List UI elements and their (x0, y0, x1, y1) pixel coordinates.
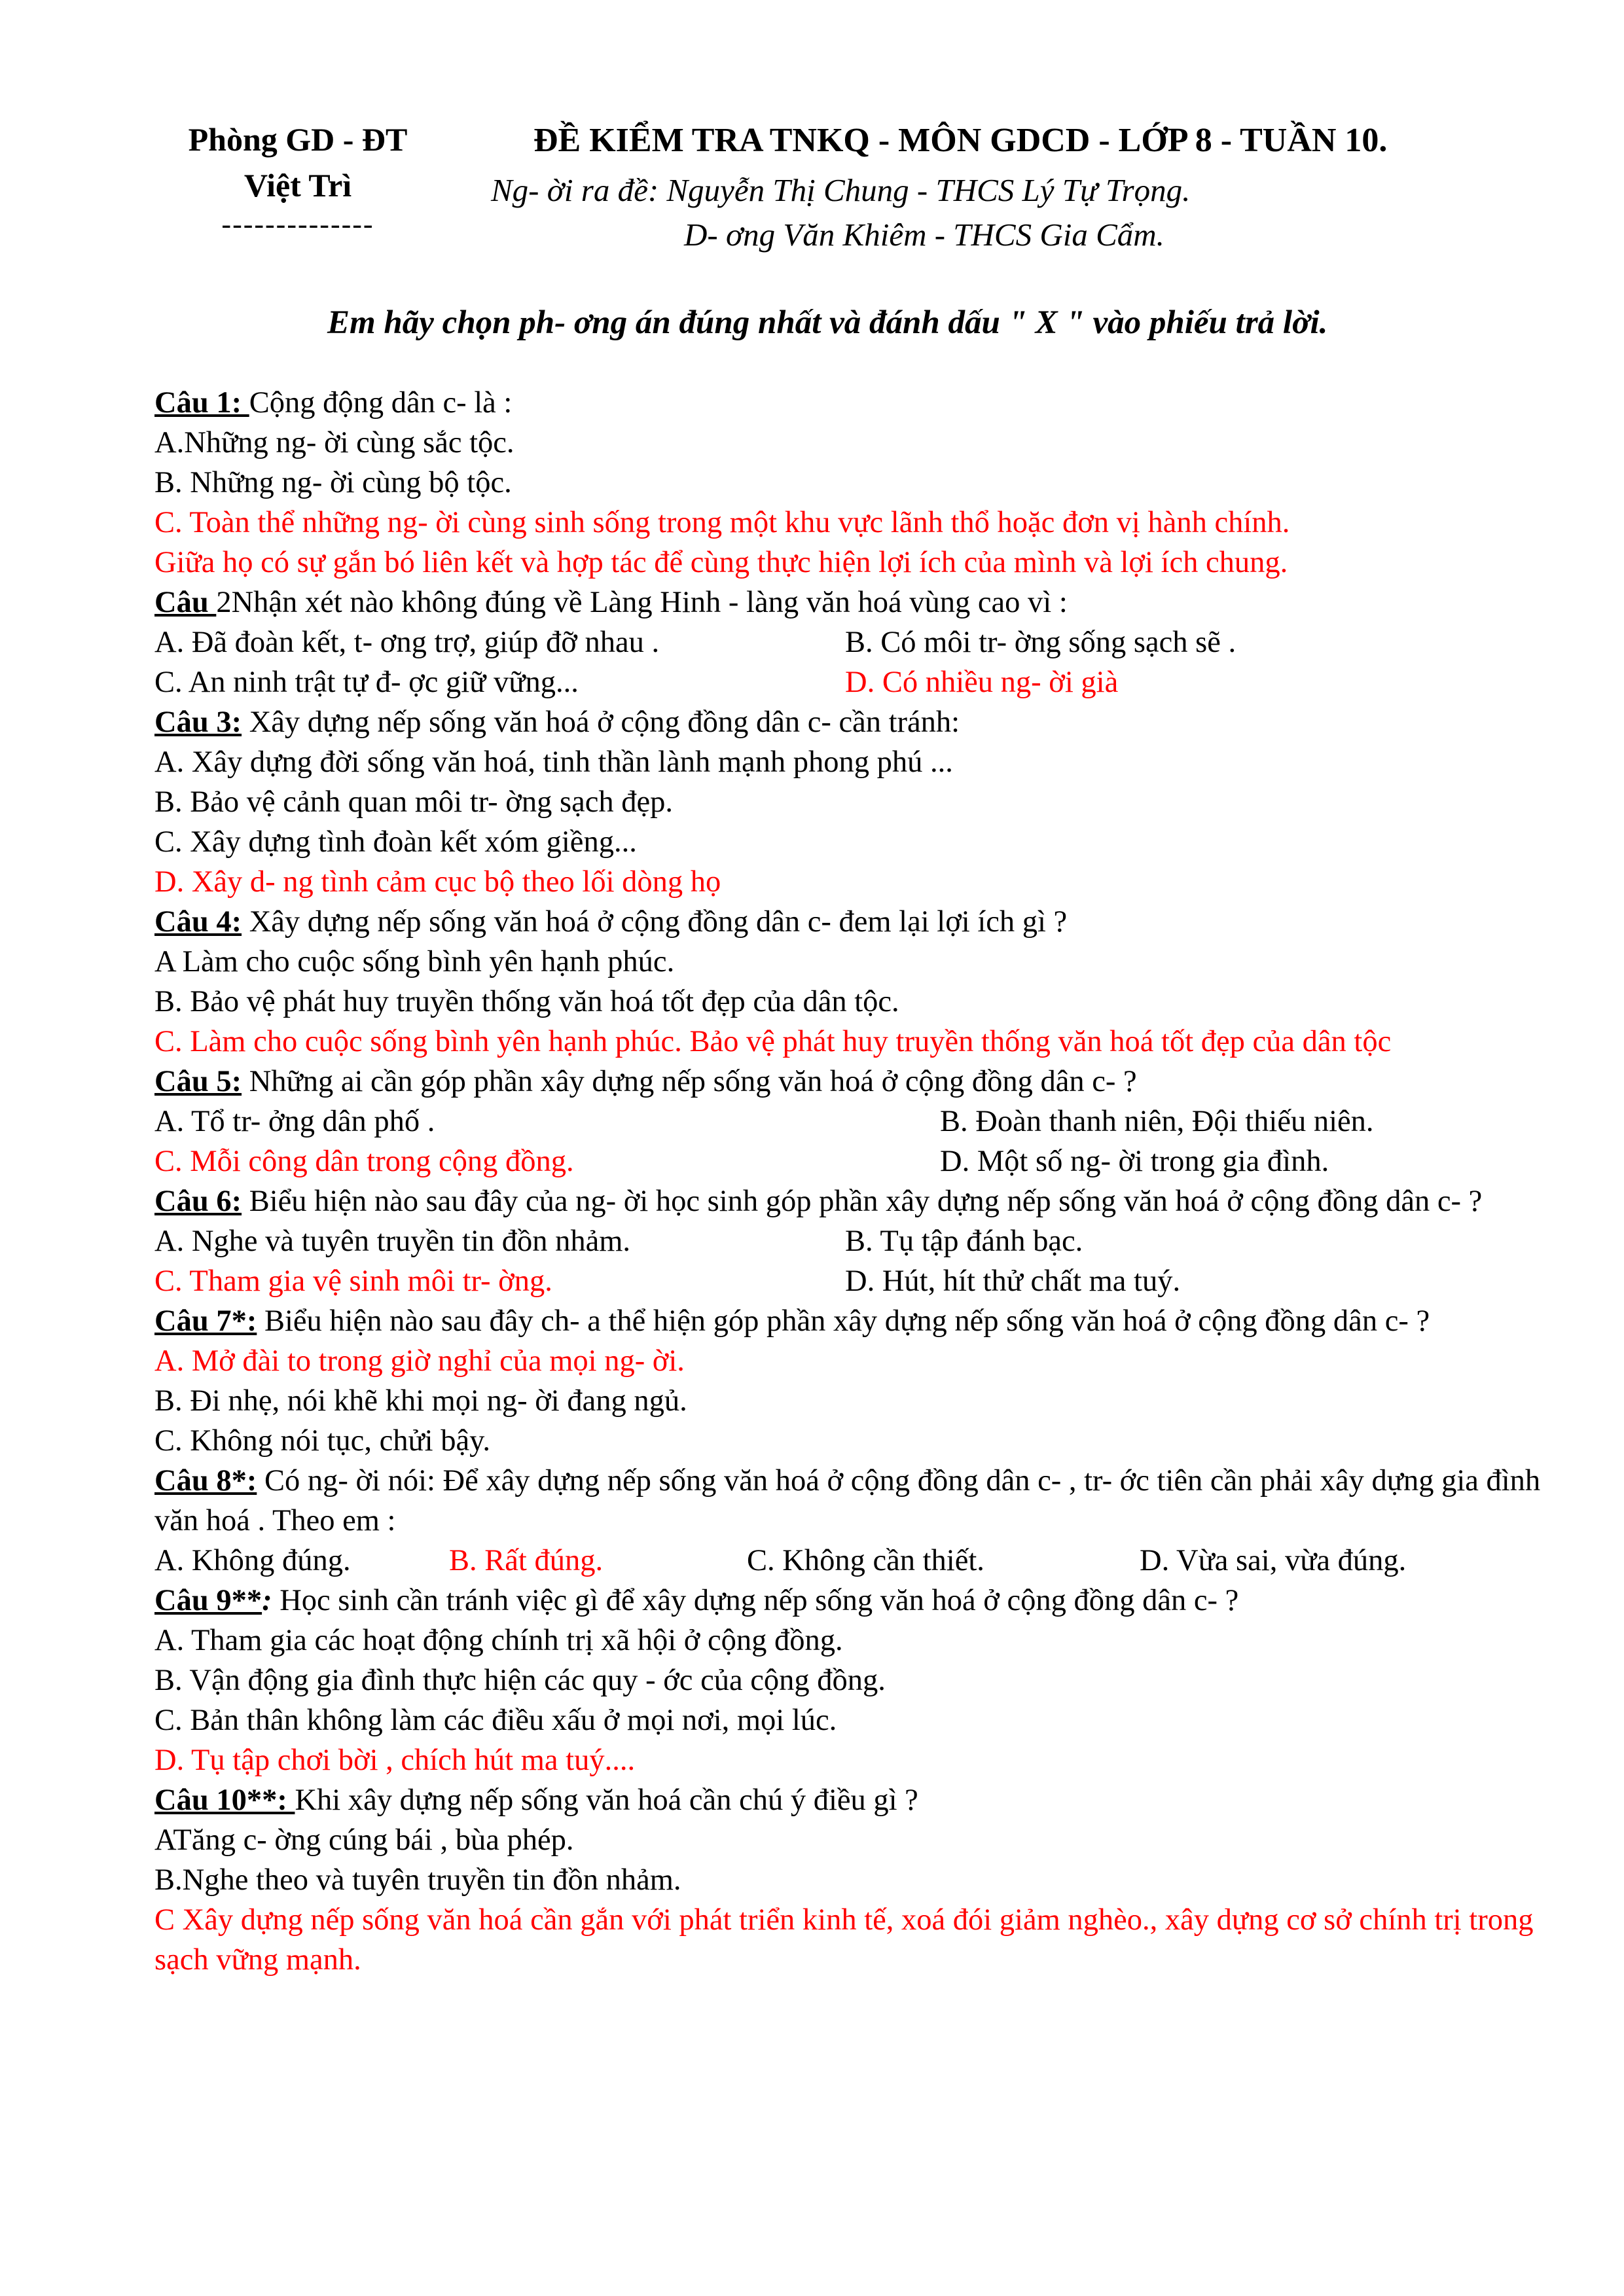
option-b: B. Bảo vệ phát huy truyền thống văn hoá tốt đẹp của dân tộc. (154, 985, 899, 1018)
option-c-correct: C. Tham gia vệ sinh môi tr- ờng. (154, 1265, 552, 1298)
option-c: C. An ninh trật tự đ- ợc giữ vững... (154, 666, 579, 699)
question-2 (154, 583, 1562, 622)
question-label: Câu 6: (154, 1185, 242, 1218)
option-c: C. Bản thân không làm các điều xấu ở mọi nơi, mọi lúc. (154, 1704, 837, 1737)
option-b-correct: B. Rất đúng. (449, 1544, 604, 1577)
question-text: 2Nhận xét nào không đúng về Làng Hinh - làng văn hoá vùng cao vì : (216, 586, 1068, 619)
option-b: B.Nghe theo và tuyên truyền tin đồn nhảm. (154, 1863, 681, 1897)
question-list (154, 383, 1562, 1980)
option-a: A. Tổ tr- ởng dân phố . (154, 1105, 435, 1138)
question-9 (154, 1581, 1562, 1621)
department-city: Việt Trì (244, 167, 352, 204)
option-c-correct: C Xây dựng nếp sống văn hoá cần gắn với phát triển kinh tế, xoá đói giảm nghèo., xây dựng cơ sở chính trị trong sạch vững mạnh. (154, 1903, 1534, 1977)
instruction: Em hãy chọn ph- ơng án đúng nhất và đánh dấu " X " vào phiếu trả lời. (327, 304, 1328, 341)
question-label: Câu 5: (154, 1065, 242, 1098)
question-label-colon: : (262, 1584, 272, 1617)
option-d: D. Hút, hít thử chất ma tuý. (845, 1265, 1181, 1298)
question-text: Biểu hiện nào sau đây ch- a thể hiện góp phần xây dựng nếp sống văn hoá ở cộng đồng dân c- ? (257, 1304, 1430, 1338)
option-c-correct: C. Toàn thể những ng- ời cùng sinh sống trong một khu vực lãnh thổ hoặc đơn vị hành chính. (154, 506, 1290, 539)
option-d-correct: D. Có nhiều ng- ời già (845, 666, 1119, 699)
question-10 (154, 1780, 1562, 1820)
question-5 (154, 1062, 1562, 1102)
question-3 (154, 702, 1562, 742)
page-title: ĐỀ KIỂM TRA TNKQ - MÔN GDCD - LỚP 8 - TUẦN 10. (533, 122, 1388, 159)
author-line-1: Ng- ời ra đề: Nguyễn Thị Chung - THCS Lý Tự Trọng. (491, 172, 1191, 208)
option-c: C. Không nói tục, chửi bậy. (154, 1424, 490, 1458)
option-c: C. Không cần thiết. (747, 1544, 984, 1577)
question-label: Câu 7*: (154, 1304, 257, 1338)
question-text: Học sinh cần tránh việc gì để xây dựng nếp sống văn hoá ở cộng đồng dân c- ? (272, 1584, 1239, 1617)
question-label: Câu 9** (154, 1584, 262, 1617)
question-label: Câu 10**: (154, 1784, 295, 1817)
option-a: A. Đã đoàn kết, t- ơng trợ, giúp đỡ nhau . (154, 626, 660, 659)
options-row (154, 1102, 1562, 1141)
option-b: B. Đi nhẹ, nói khẽ khi mọi ng- ời đang ngủ. (154, 1384, 687, 1418)
option-b: B. Vận động gia đình thực hiện các quy - ớc của cộng đồng. (154, 1664, 886, 1697)
department-name: Phòng GD - ĐT (188, 121, 408, 158)
question-8 (154, 1461, 1562, 1541)
question-label: Câu 8*: (154, 1464, 257, 1498)
option-a: A Làm cho cuộc sống bình yên hạnh phúc. (154, 945, 675, 978)
option-b: B. Đoàn thanh niên, Đội thiếu niên. (940, 1105, 1374, 1138)
option-a: A.Những ng- ời cùng sắc tộc. (154, 426, 514, 459)
header-divider: -------------- (221, 208, 374, 240)
option-c-correct: C. Làm cho cuộc sống bình yên hạnh phúc. Bảo vệ phát huy truyền thống văn hoá tốt đẹp của dân tộc (154, 1025, 1392, 1058)
option-b: B. Những ng- ời cùng bộ tộc. (154, 466, 512, 499)
option-a: A. Nghe và tuyên truyền tin đồn nhảm. (154, 1225, 631, 1258)
author-line-2: D- ơng Văn Khiêm - THCS Gia Cẩm. (684, 217, 1164, 253)
option-d-correct: D. Tụ tập chơi bời , chích hút ma tuý.... (154, 1744, 636, 1777)
option-b: B. Tụ tập đánh bạc. (845, 1225, 1083, 1258)
option-c: C. Xây dựng tình đoàn kết xóm giềng... (154, 825, 637, 859)
question-6 (154, 1181, 1562, 1221)
option-a: A. Xây dựng đời sống văn hoá, tinh thần lành mạnh phong phú ... (154, 745, 953, 779)
question-label: Câu 3: (154, 706, 242, 739)
option-b: B. Có môi tr- ờng sống sạch sẽ . (845, 626, 1236, 659)
department-block (151, 117, 445, 241)
options-row (154, 1221, 1562, 1261)
question-label: Câu (154, 586, 217, 619)
option-a: A. Không đúng. (154, 1544, 351, 1577)
question-label: Câu 4: (154, 905, 242, 939)
options-row (154, 1261, 1562, 1301)
question-text: Xây dựng nếp sống văn hoá ở cộng đồng dân c- cần tránh: (242, 706, 960, 739)
option-c-continuation: Giữa họ có sự gắn bó liên kết và hợp tác để cùng thực hiện lợi ích của mình và lợi ích chung. (154, 546, 1288, 579)
question-4 (154, 902, 1562, 942)
option-d-correct: D. Xây d- ng tình cảm cục bộ theo lối dòng họ (154, 865, 721, 899)
options-row (154, 1141, 1562, 1181)
question-text: Biểu hiện nào sau đây của ng- ời học sinh góp phần xây dựng nếp sống văn hoá ở cộng đồng dân c- ? (242, 1185, 1483, 1218)
option-b: B. Bảo vệ cảnh quan môi tr- ờng sạch đẹp. (154, 785, 673, 819)
options-row (154, 662, 1562, 702)
question-label: Câu 1: (154, 386, 249, 420)
option-a: ATăng c- ờng cúng bái , bùa phép. (154, 1823, 574, 1857)
question-1 (154, 383, 1562, 423)
question-text: Những ai cần góp phần xây dựng nếp sống văn hoá ở cộng đồng dân c- ? (242, 1065, 1137, 1098)
question-text: Khi xây dựng nếp sống văn hoá cần chú ý điều gì ? (295, 1784, 918, 1817)
option-a: A. Tham gia các hoạt động chính trị xã hội ở cộng đồng. (154, 1624, 843, 1657)
option-c-correct: C. Mỗi công dân trong cộng đồng. (154, 1145, 574, 1178)
option-a-correct: A. Mở đài to trong giờ nghỉ của mọi ng- ời. (154, 1344, 685, 1378)
question-text: Xây dựng nếp sống văn hoá ở cộng đồng dân c- đem lại lợi ích gì ? (242, 905, 1068, 939)
option-d: D. Một số ng- ời trong gia đình. (940, 1145, 1329, 1178)
question-7 (154, 1301, 1562, 1341)
options-row (154, 622, 1562, 662)
options-row (154, 1541, 1562, 1581)
option-d: D. Vừa sai, vừa đúng. (1140, 1544, 1407, 1577)
question-text: Cộng động dân c- là : (249, 386, 513, 420)
question-text: Có ng- ời nói: Để xây dựng nếp sống văn hoá ở cộng đồng dân c- , tr- ớc tiên cần phải xây dựng gia đình văn hoá . Theo em : (154, 1464, 1541, 1537)
